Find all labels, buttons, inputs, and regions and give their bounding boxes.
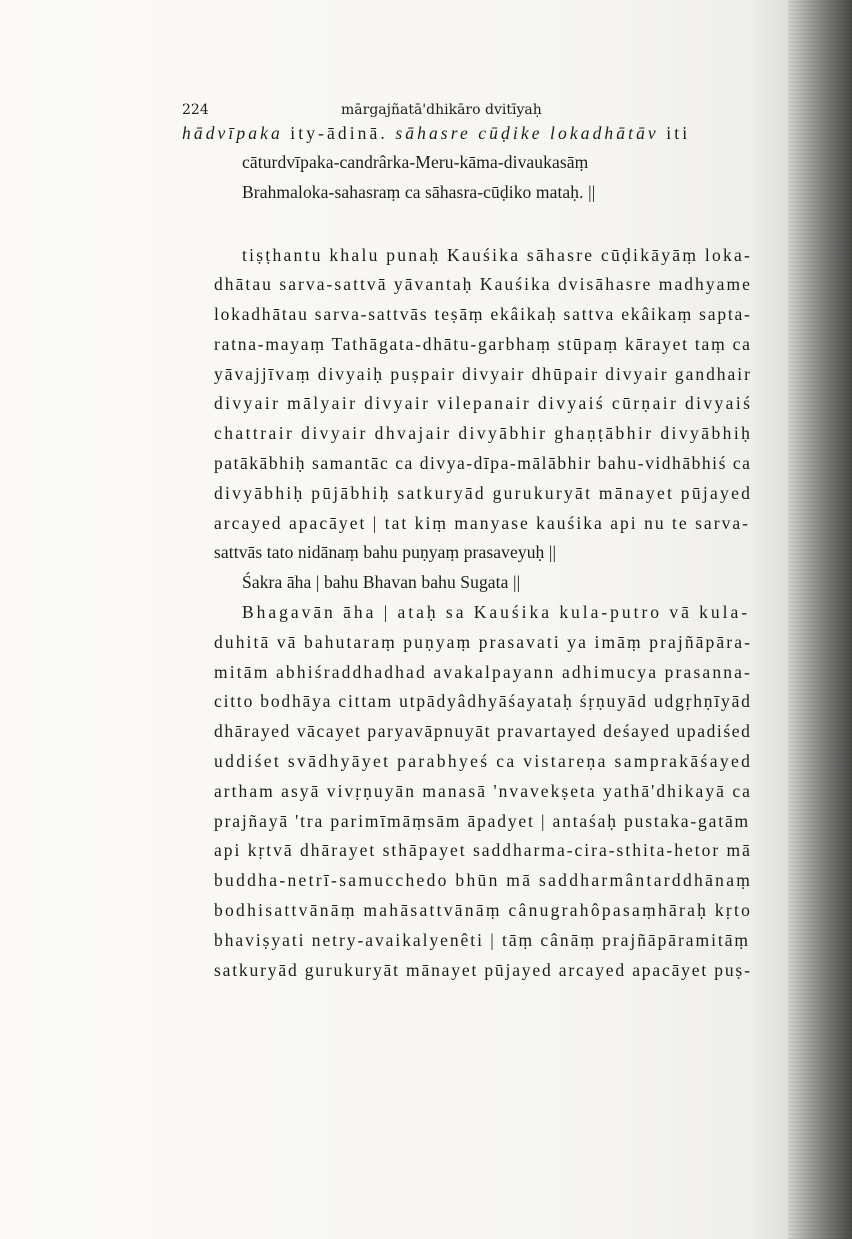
text-segment: buddha-netrī-samucchedo bhūn mā saddharmântarddhānaṃ	[214, 870, 753, 890]
text-line	[242, 247, 752, 265]
text-segment: bhaviṣyati netry-avaikalyenêti | tāṃ cânāṃ prajñāpāramitāṃ	[214, 930, 750, 950]
page-number: 224	[182, 102, 209, 118]
text-line	[214, 753, 752, 771]
text-line	[242, 184, 595, 202]
text-line	[214, 544, 556, 562]
text-line	[214, 723, 751, 741]
text-segment: dhārayed vācayet paryavāpnuyāt pravartayed deśayed upadiśed	[214, 721, 752, 741]
text-line	[214, 842, 752, 860]
text-segment: chattrair divyair dhvajair divyābhir ghaṇṭābhir divyābhiḥ	[214, 423, 753, 443]
text-line	[242, 574, 520, 592]
text-segment: arcayed apacāyet | tat kiṃ manyase kauśika api nu te sarva-	[214, 513, 750, 533]
text-line	[214, 485, 752, 503]
text-segment: artham asyā vivṛṇuyān manasā 'nvavekṣeta yathā'dhikayā ca	[214, 781, 752, 801]
text-segment: api kṛtvā dhārayet sthāpayet saddharma-cira-sthita-hetor mā	[214, 840, 752, 860]
text-segment: Brahmaloka-sahasraṃ ca sāhasra-cūḍiko mataḥ. ||	[242, 182, 596, 202]
text-segment: ity-ādinā.	[282, 123, 396, 143]
binding-shadow	[788, 0, 852, 1239]
text-line	[214, 962, 752, 980]
text-segment: patākābhiḥ samantāc ca divya-dīpa-mālābhir bahu-vidhābhiś ca	[214, 453, 752, 473]
text-line	[214, 276, 752, 294]
italic-segment: hādvīpaka	[182, 123, 283, 143]
text-segment: divyair mālyair divyair vilepanair divyaiś cūrṇair divyaiś	[214, 393, 753, 413]
text-segment: citto bodhāya cittam utpādyâdhyāśayataḥ śṛṇuyād udgṛhṇīyād	[214, 691, 752, 711]
text-segment: bodhisattvānāṃ mahāsattvānāṃ cânugrahôpasaṃhāraḥ kṛto	[214, 900, 753, 920]
running-title: mārgajñatā'dhikāro dvitīyaḥ	[341, 102, 542, 118]
text-line	[214, 455, 751, 473]
text-line	[214, 664, 752, 682]
text-segment: dhātau sarva-sattvā yāvantaḥ Kauśika dvisāhasre madhyame	[214, 274, 752, 294]
text-line	[214, 336, 752, 354]
text-segment: ratna-mayaṃ Tathāgata-dhātu-garbhaṃ stūpaṃ kārayet taṃ ca	[214, 334, 752, 354]
text-segment: uddiśet svādhyāyet parabhyeś ca vistareṇa samprakāśayed	[214, 751, 753, 771]
text-line	[214, 515, 750, 533]
text-line	[214, 693, 752, 711]
text-segment: divyābhiḥ pūjābhiḥ satkuryād gurukuryāt mānayet pūjayed	[214, 483, 753, 503]
text-line	[214, 902, 752, 920]
text-line	[242, 154, 588, 172]
text-line	[214, 634, 752, 652]
text-line	[214, 366, 752, 384]
text-segment: iti	[658, 123, 691, 143]
text-line	[214, 813, 750, 831]
text-line	[182, 125, 690, 143]
text-line	[214, 306, 752, 324]
text-segment: cāturdvīpaka-candrârka-Meru-kāma-divaukasāṃ	[242, 152, 589, 172]
text-segment: Śakra āha | bahu Bhavan bahu Sugata ||	[242, 572, 521, 592]
text-line	[242, 604, 750, 622]
text-segment: tiṣṭhantu khalu punaḥ Kauśika sāhasre cūḍikāyāṃ loka-	[242, 245, 753, 265]
text-segment: duhitā vā bahutaraṃ puṇyaṃ prasavati ya imāṃ prajñāpāra-	[214, 632, 752, 652]
text-line	[214, 932, 750, 950]
text-segment: prajñayā 'tra parimīmāṃsām āpadyet | antaśaḥ pustaka-gatām	[214, 811, 750, 831]
text-line	[214, 783, 752, 801]
text-line	[214, 872, 752, 890]
text-segment: mitām abhiśraddhadhad avakalpayann adhimucya prasanna-	[214, 662, 753, 682]
text-segment: satkuryād gurukuryāt mānayet pūjayed arcayed apacāyet puṣ-	[214, 960, 752, 980]
text-segment: Bhagavān āha | ataḥ sa Kauśika kula-putro vā kula-	[242, 602, 750, 622]
text-segment: yāvajjīvaṃ divyaiḥ puṣpair divyair dhūpair divyair gandhair	[214, 364, 752, 384]
text-segment: lokadhātau sarva-sattvās teṣāṃ ekâikaḥ sattva ekâikaṃ sapta-	[214, 304, 752, 324]
text-segment: sattvās tato nidānaṃ bahu puṇyaṃ prasaveyuḥ ||	[214, 542, 557, 562]
italic-segment: sāhasre cūḍike lokadhātāv	[395, 123, 659, 143]
text-line	[214, 425, 752, 443]
text-line	[214, 395, 752, 413]
